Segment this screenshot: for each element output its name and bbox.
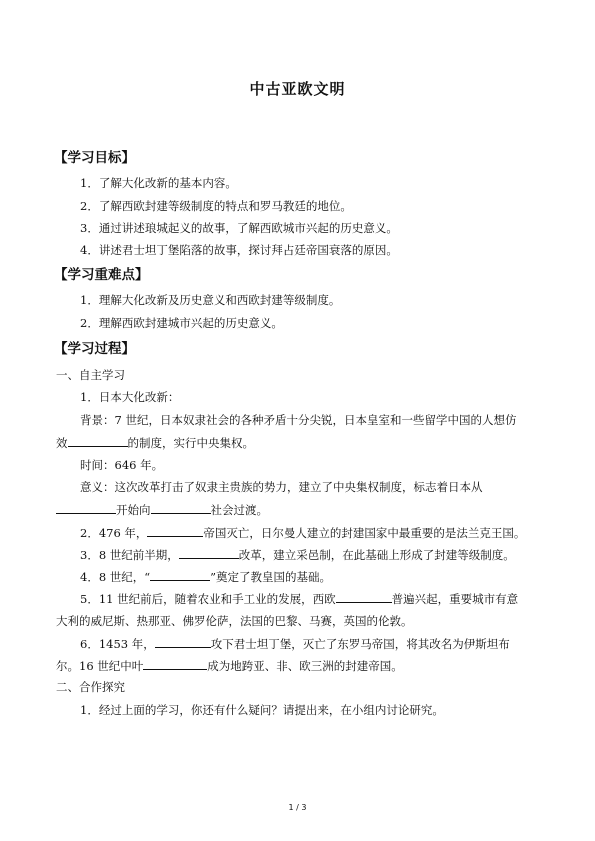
question-6-text-b: 攻下君士坦丁堡，灭亡了东罗马帝国，将其改名为伊斯坦布 [210,637,510,651]
question-2 [80,525,525,540]
question-3-text-a: 3．8 世纪前半期， [80,548,179,562]
question-2-text-b: 帝国灭亡，日尔曼人建立的封建国家中最重要的是法兰克王国。 [203,526,526,540]
fill-blank[interactable] [336,591,392,603]
document-title: 中古亚欧文明 [249,80,346,98]
meaning-text-b: 社会过渡。 [210,503,268,517]
process-heading: 【学习过程】 [54,341,135,357]
question-4-text-b: ”奠定了教皇国的基础。 [210,570,332,584]
cooperative-inquiry-label: 二、合作探究 [56,680,125,694]
objective-item: 3．通过讲述琅城起义的故事，了解西欧城市兴起的历史意义。 [80,221,398,235]
question-2-text-a: 2．476 年， [80,526,148,540]
fill-blank[interactable] [155,636,211,648]
cooperative-question-1: 1．经过上面的学习，你还有什么疑问？请提出来，在小组内讨论研究。 [80,703,444,717]
question-5-line-2: 大利的威尼斯、热那亚、佛罗伦萨，法国的巴黎、马赛，英国的伦敦。 [56,614,413,628]
key-points-heading: 【学习重难点】 [54,267,149,283]
fill-blank[interactable] [147,525,203,537]
question-6-text-a: 6．1453 年， [80,637,155,651]
page-number: 1 / 3 [288,803,307,812]
self-study-label: 一、自主学习 [56,368,125,382]
meaning-line-2 [56,502,268,517]
fill-blank[interactable] [68,435,128,447]
fill-blank[interactable] [150,569,210,581]
question-4-text-a: 4．8 世纪，“ [80,570,151,584]
objective-item: 2．了解西欧封建等级制度的特点和罗马教廷的地位。 [80,199,352,213]
question-6-line-1 [80,636,510,651]
question-5-line-1 [80,591,518,606]
question-6-text-c: 尔。16 世纪中叶 [56,659,144,673]
question-5-text-b: 普遍兴起，重要城市有意 [391,592,519,606]
question-6-text-d: 成为地跨亚、非、欧三洲的封建帝国。 [207,659,403,673]
fill-blank[interactable] [56,502,116,514]
question-6-line-2 [56,658,403,673]
question-1-label: 1．日本大化改新： [80,390,180,404]
background-text-a: 效 [56,436,68,450]
background-text-b: 的制度，实行中央集权。 [127,436,254,450]
question-3 [80,547,515,562]
fill-blank[interactable] [151,502,211,514]
key-point-item: 1．理解大化改新及历史意义和西欧封建等级制度。 [80,293,341,307]
question-3-text-b: 改革，建立采邑制，在此基础上形成了封建等级制度。 [238,548,515,562]
time-line: 时间：646 年。 [80,458,164,472]
objective-item: 4．讲述君士坦丁堡陷落的故事，探讨拜占廷帝国衰落的原因。 [80,243,398,257]
meaning-line-1: 意义：这次改革打击了奴隶主贵族的势力，建立了中央集权制度，标志着日本从 [80,480,483,494]
objective-item: 1．了解大化改新的基本内容。 [80,176,237,190]
key-point-item: 2．理解西欧封建城市兴起的历史意义。 [80,316,283,330]
fill-blank[interactable] [143,658,207,670]
question-5-text-a: 5．11 世纪前后，随着农业和手工业的发展，西欧 [80,592,336,606]
background-line-2 [56,435,254,450]
question-4 [80,569,331,584]
objectives-heading: 【学习目标】 [54,150,135,166]
background-line-1: 背景：7 世纪，日本奴隶社会的各种矛盾十分尖锐，日本皇室和一些留学中国的人想仿 [80,413,517,427]
fill-blank[interactable] [179,547,239,559]
meaning-text-a: 开始向 [116,503,151,517]
